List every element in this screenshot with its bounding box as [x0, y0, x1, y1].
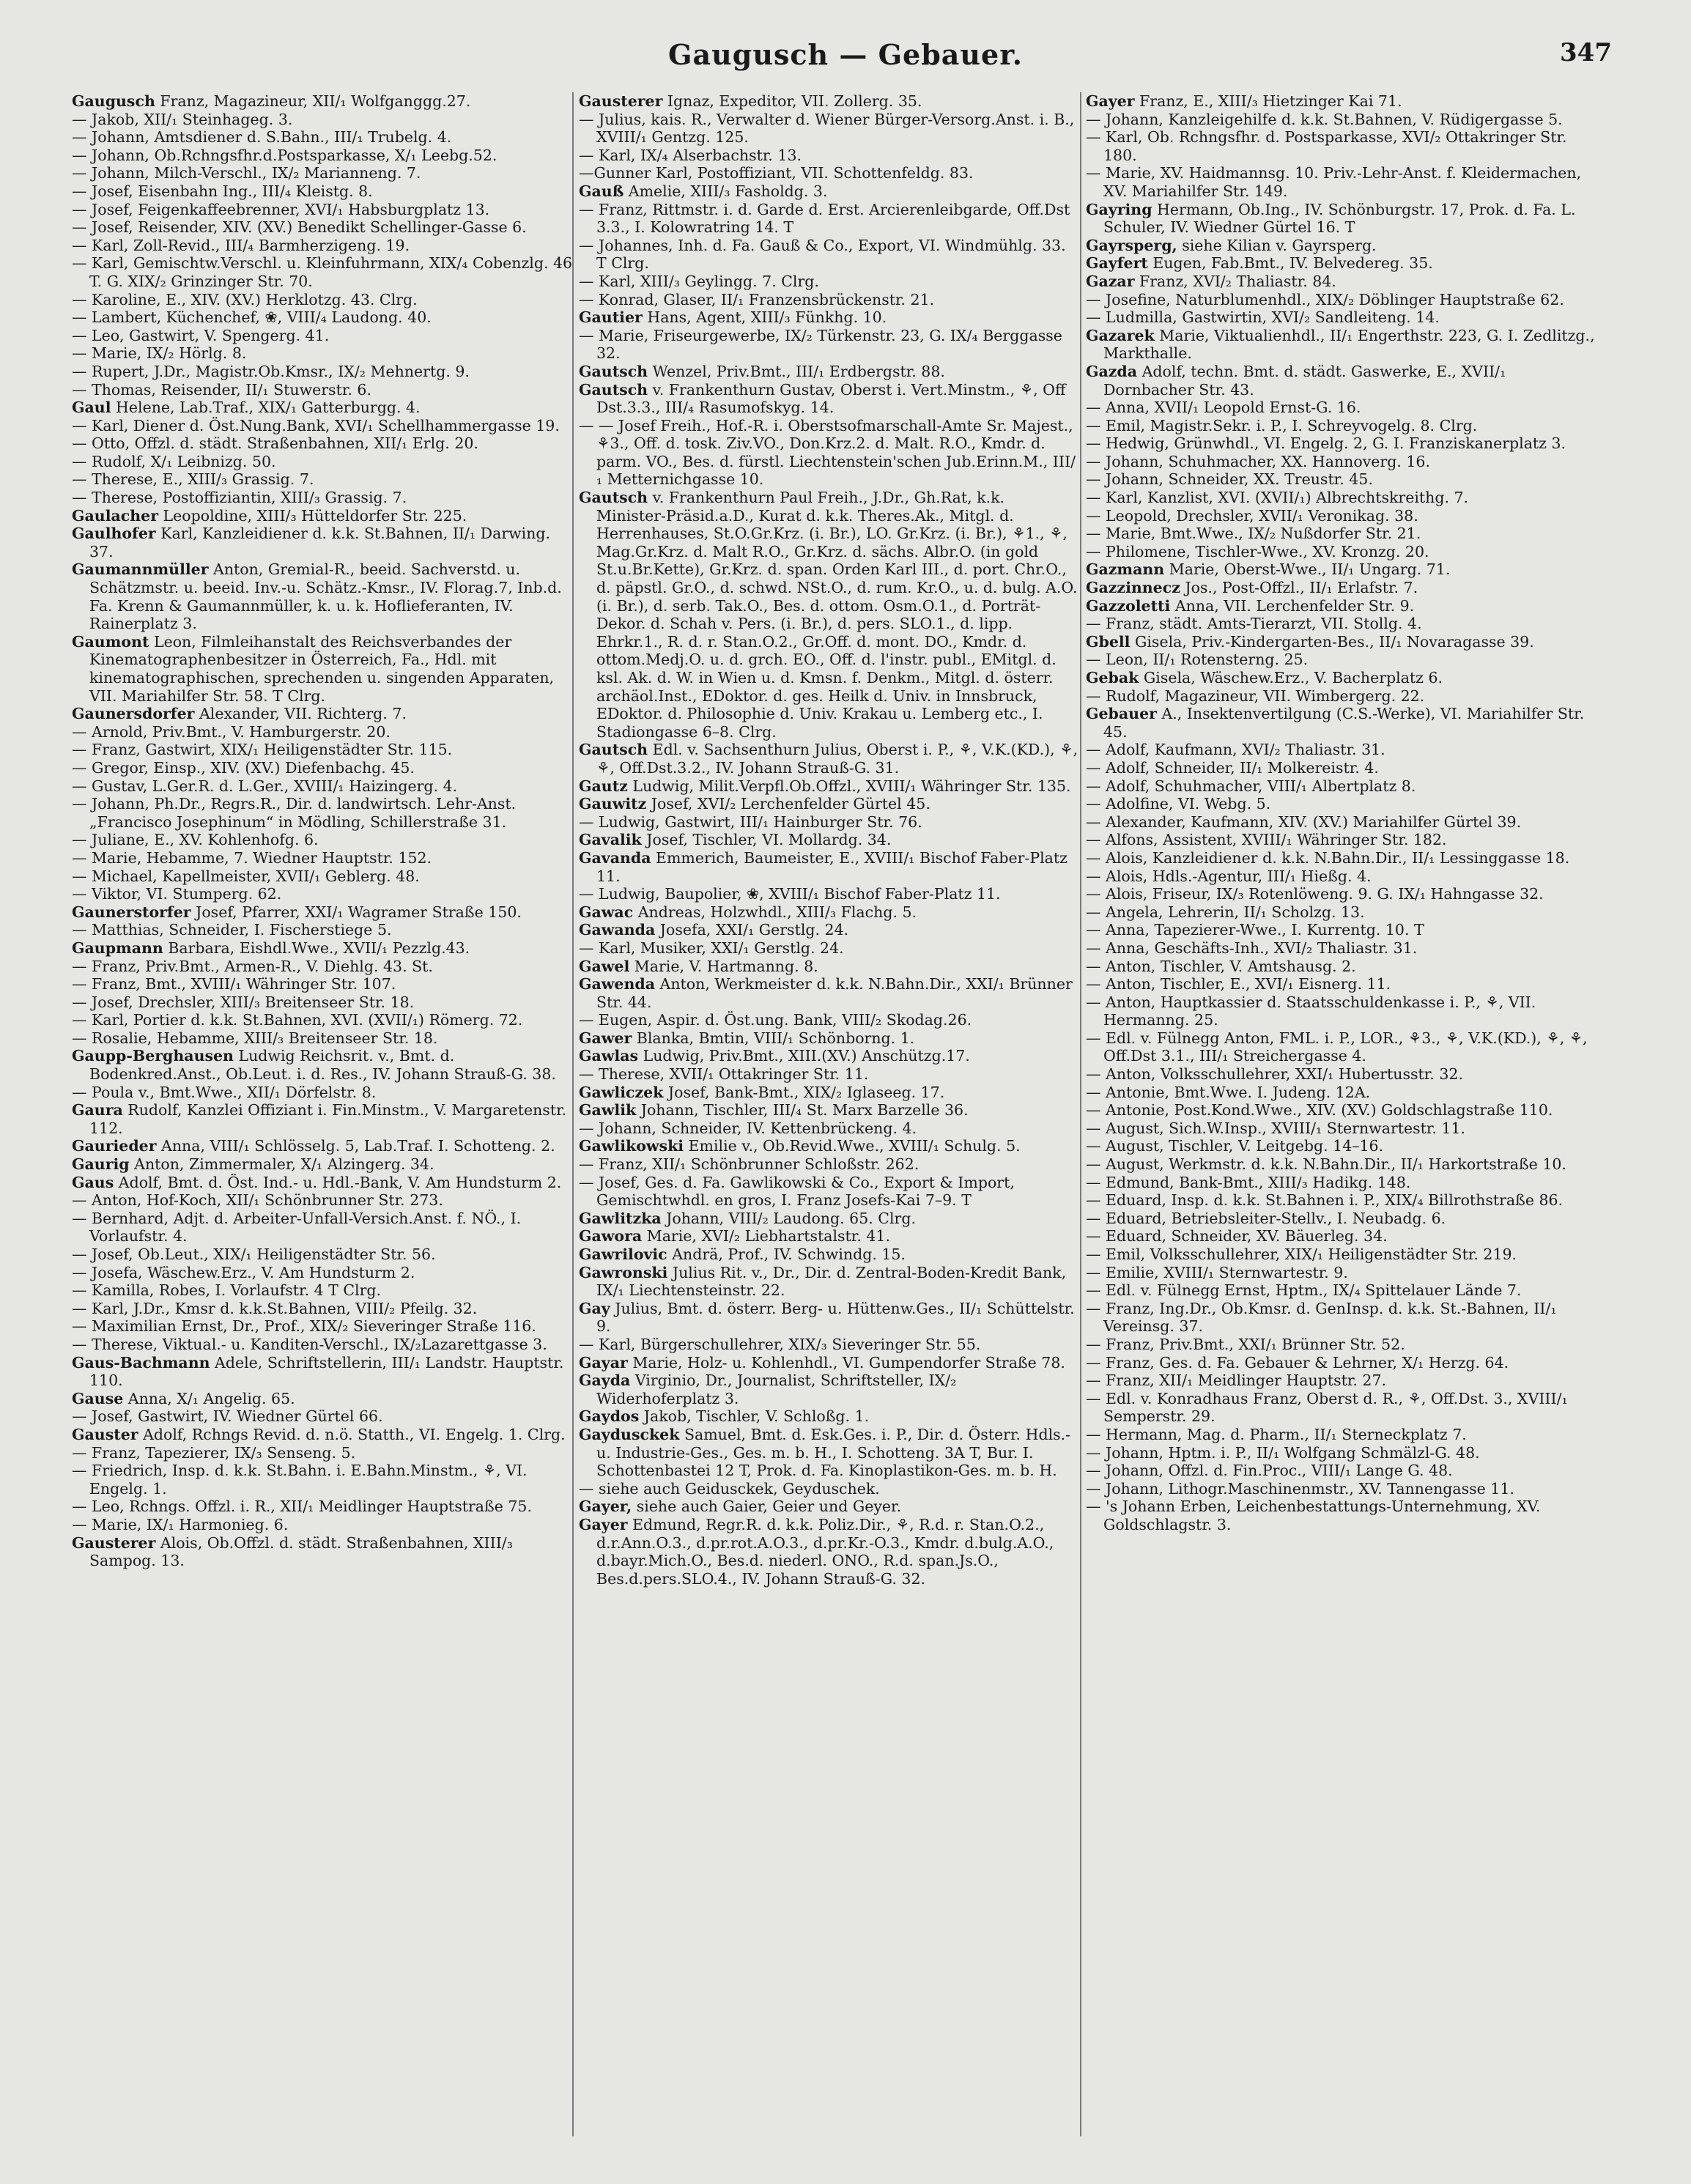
directory-entry: — Edl. v. Fülnegg Anton, FML. i. P., LOR., ⚘3., ⚘, V.K.(KD.), ⚘, ⚘, Off.Dst 3.1., III/₁ Streichergasse 4. — [1086, 1029, 1588, 1065]
entry-surname: Gautsch — [579, 489, 648, 507]
directory-entry: — Adolf, Kaufmann, XVI/₂ Thaliastr. 31. — [1086, 741, 1385, 759]
directory-entry: Gazar Franz, XVI/₂ Thaliastr. 84. — [1086, 272, 1336, 290]
entry-surname: Gazmann — [1086, 560, 1165, 579]
directory-entry: — Ludmilla, Gastwirtin, XVI/₂ Sandleiteng. 14. — [1086, 308, 1440, 327]
entry-surname: Gausterer — [72, 1533, 156, 1552]
directory-entry: — Adolf, Schuhmacher, VIII/₁ Albertplatz 8. — [1086, 777, 1416, 795]
entry-surname: Gaus — [72, 1173, 114, 1191]
directory-entry: — Karl, Kanzlist, XVI. (XVII/₁) Albrechtskreithg. 7. — [1086, 489, 1469, 507]
directory-entry: — Karl, Gemischtw.Verschl. u. Kleinfuhrmann, XIX/₄ Cobenzlg. 46 T. G. XIX/₂ Grinzinger Str. 70. — [72, 254, 573, 290]
directory-entry: — — Josef Freih., Hof.-R. i. Oberstsofmarschall-Amte Sr. Majest., ⚘3., Off. d. tosk. Ziv.VO., Don.Krz.2. d. Malt. R.O., Kmdr. d. parm. VO., Bes. d. fürstl. Liechtenstein'schen Jub.Erinn.M., III/₁ Metternichgasse 10. — [579, 416, 1076, 489]
entry-surname: Gawora — [579, 1227, 643, 1245]
directory-entry: — Arnold, Priv.Bmt., V. Hamburgerstr. 20. — [72, 722, 391, 741]
directory-entry: Gausterer Ignaz, Expeditor, VII. Zollerg. 35. — [579, 92, 922, 110]
directory-entry: — Johann, Lithogr.Maschinenmstr., XV. Tannengasse 11. — [1086, 1479, 1514, 1498]
directory-entry: — Johann, Offzl. d. Fin.Proc., VIII/₁ Lange G. 48. — [1086, 1462, 1453, 1480]
directory-entry: — Gustav, L.Ger.R. d. L.Ger., XVIII/₁ Haizingerg. 4. — [72, 777, 458, 795]
directory-entry: — Anton, Tischler, V. Amtshausg. 2. — [1086, 957, 1356, 975]
entry-surname: Gawer — [579, 1029, 632, 1047]
directory-entry: Gaumannmüller Anton, Gremial-R., beeid. Sachverstd. u. Schätzmstr. u. beeid. Inv.-u. Schätz.-Kmsr., IV. Florag.7, Inb.d. Fa. Krenn & Gaumannmüller, k. u. k. Hoflieferanten, IV. Rainerplatz 3. — [72, 560, 562, 633]
directory-entry: Gawora Marie, XVI/₂ Liebhartstalstr. 41. — [579, 1227, 890, 1245]
directory-entry: — Karl, Ob. Rchngsfhr. d. Postsparkasse, XVI/₂ Ottakringer Str. 180. — [1086, 128, 1567, 164]
entry-surname: Gaumont — [72, 632, 149, 651]
entry-surname: Gazar — [1086, 272, 1135, 290]
directory-entry: Gayrsperg, siehe Kilian v. Gayrsperg. — [1086, 236, 1377, 254]
entry-surname: Gawel — [579, 957, 630, 975]
directory-entry: Gawanda Josefa, XXI/₁ Gerstlg. 24. — [579, 921, 849, 939]
column-right — [1086, 92, 1599, 2136]
directory-entry: — Marie, Bmt.Wwe., IX/₂ Nußdorfer Str. 21. — [1086, 525, 1421, 543]
directory-entry: — Konrad, Glaser, II/₁ Franzensbrückenstr. 21. — [579, 290, 935, 308]
directory-entry: — Josef, Reisender, XIV. (XV.) Benedikt Schellinger-Gasse 6. — [72, 218, 527, 237]
directory-entry: Gawliczek Josef, Bank-Bmt., XIX/₂ Iglaseeg. 17. — [579, 1083, 945, 1101]
entry-surname: Gaupp-Berghausen — [72, 1047, 234, 1065]
directory-entry: — Antonie, Post.Kond.Wwe., XIV. (XV.) Goldschlagstraße 110. — [1086, 1101, 1553, 1119]
directory-entry: Gayar Marie, Holz- u. Kohlenhdl., VI. Gumpendorfer Straße 78. — [579, 1353, 1065, 1372]
directory-entry: — Josef, Gastwirt, IV. Wiedner Gürtel 66. — [72, 1407, 383, 1426]
entry-surname: Gauster — [72, 1425, 138, 1443]
directory-entry: Gayda Virginio, Dr., Journalist, Schriftsteller, IX/₂ Widerhoferplatz 3. — [579, 1372, 957, 1407]
directory-entry: Gausterer Alois, Ob.Offzl. d. städt. Straßenbahnen, XIII/₃ Sampog. 13. — [72, 1533, 513, 1570]
directory-entry: — Philomene, Tischler-Wwe., XV. Kronzg. 20. — [1086, 542, 1429, 560]
column-divider — [1080, 92, 1081, 2136]
directory-entry: — Edmund, Bank-Bmt., XIII/₃ Hadikg. 148. — [1086, 1173, 1411, 1191]
directory-entry: — Emilie, XVIII/₁ Sternwartestr. 9. — [1086, 1263, 1348, 1281]
entry-surname: Gaydusckek — [579, 1425, 680, 1443]
column-left — [72, 92, 577, 2136]
entry-surname: Gautier — [579, 308, 643, 327]
directory-entry: — Johann, Ph.Dr., Regrs.R., Dir. d. landwirtsch. Lehr-Anst. „Francisco Josephinum“ in Mödling, Schillerstraße 31. — [72, 795, 517, 831]
entry-surname: Gaupmann — [72, 939, 163, 957]
entry-surname: Gawlikowski — [579, 1137, 684, 1155]
directory-entry: — Marie, IX/₂ Hörlg. 8. — [72, 344, 247, 363]
directory-entry: Gavalik Josef, Tischler, VI. Mollardg. 34. — [579, 831, 892, 849]
directory-entry: Gaunersdorfer Alexander, VII. Richterg. 7. — [72, 705, 407, 723]
directory-entry: — Alexander, Kaufmann, XIV. (XV.) Mariahilfer Gürtel 39. — [1086, 812, 1522, 831]
directory-entry: Gazmann Marie, Oberst-Wwe., II/₁ Ungarg. 71. — [1086, 560, 1451, 579]
entry-surname: Gbell — [1086, 632, 1131, 651]
directory-entry: Gaupmann Barbara, Eishdl.Wwe., XVII/₁ Pezzlg.43. — [72, 939, 470, 957]
directory-entry: — Johann, Milch-Verschl., IX/₂ Marianneng. 7. — [72, 164, 421, 182]
directory-entry: — 's Johann Erben, Leichenbestattungs-Unternehmung, XV. Goldschlagstr. 3. — [1086, 1498, 1541, 1533]
entry-surname: Gawanda — [579, 921, 656, 939]
directory-entry: — Franz, städt. Amts-Tierarzt, VII. Stollg. 4. — [1086, 615, 1422, 633]
directory-entry: — Franz, Priv.Bmt., Armen-R., V. Diehlg. 43. St. — [72, 957, 433, 975]
entry-surname: Gawliczek — [579, 1083, 664, 1101]
directory-entry: Gawlikowski Emilie v., Ob.Revid.Wwe., XVIII/₁ Schulg. 5. — [579, 1137, 1021, 1155]
directory-entry: — Franz, Priv.Bmt., XXI/₁ Brünner Str. 52. — [1086, 1335, 1405, 1353]
directory-entry: — Johannes, Inh. d. Fa. Gauß & Co., Export, VI. Windmühlg. 33. T Clrg. — [579, 236, 1066, 273]
directory-entry: Gaunerstorfer Josef, Pfarrer, XXI/₁ Wagramer Straße 150. — [72, 903, 522, 921]
directory-entry: — Josefine, Naturblumenhdl., XIX/₂ Döblinger Hauptstraße 62. — [1086, 290, 1564, 308]
directory-entry: — Therese, Viktual.- u. Kanditen-Verschl., IX/₂Lazarettgasse 3. — [72, 1335, 547, 1353]
directory-entry: Gawronski Julius Rit. v., Dr., Dir. d. Zentral-Boden-Kredit Bank, IX/₁ Liechtensteinstr. 22. — [579, 1263, 1067, 1300]
entry-surname: Gayer, — [579, 1498, 632, 1516]
directory-entry: Gaupp-Berghausen Ludwig Reichsrit. v., Bmt. d. Bodenkred.Anst., Ob.Leut. i. d. Res., IV. Johann Strauß-G. 38. — [72, 1047, 556, 1084]
directory-entry: — Eugen, Aspir. d. Öst.ung. Bank, VIII/₂ Skodag.26. — [579, 1011, 972, 1029]
directory-entry: Gautz Ludwig, Milit.Verpfl.Ob.Offzl., XVIII/₁ Währinger Str. 135. — [579, 777, 1071, 795]
directory-entry: — Karl, J.Dr., Kmsr d. k.k.St.Bahnen, VIII/₂ Pfeilg. 32. — [72, 1299, 478, 1317]
directory-entry: — Alois, Friseur, IX/₃ Rotenlöweng. 9. G. IX/₁ Hahngasse 32. — [1086, 885, 1544, 903]
directory-entry: Gautsch Wenzel, Priv.Bmt., III/₁ Erdbergstr. 88. — [579, 362, 945, 380]
directory-entry: — Emil, Magistr.Sekr. i. P., I. Schreyvogelg. 8. Clrg. — [1086, 416, 1478, 434]
directory-entry: — Friedrich, Insp. d. k.k. St.Bahn. i. E.Bahn.Minstm., ⚘, VI. Engelg. 1. — [72, 1462, 528, 1498]
directory-entry: Gbell Gisela, Priv.-Kindergarten-Bes., II/₁ Novaragasse 39. — [1086, 632, 1534, 651]
directory-entry: Gawac Andreas, Holzwhdl., XIII/₃ Flachg. 5. — [579, 903, 917, 921]
directory-entry: — Emil, Volksschullehrer, XIX/₁ Heiligenstädter Str. 219. — [1086, 1245, 1517, 1263]
entry-surname: Gayer — [579, 1515, 628, 1533]
directory-entry: Gause Anna, X/₁ Angelig. 65. — [72, 1389, 295, 1407]
entry-surname: Gaumannmüller — [72, 560, 209, 579]
directory-entry: — Alois, Hdls.-Agentur, III/₁ Hießg. 4. — [1086, 867, 1372, 885]
directory-entry: — Eduard, Insp. d. k.k. St.Bahnen i. P., XIX/₄ Billrothstraße 86. — [1086, 1191, 1564, 1210]
entry-surname: Gaul — [72, 399, 111, 417]
directory-entry: — Anna, Geschäfts-Inh., XVI/₂ Thaliastr. 31. — [1086, 939, 1418, 957]
directory-entry: Gazzinnecz Jos., Post-Offzl., II/₁ Erlafstr. 7. — [1086, 579, 1418, 597]
directory-entry: Gayring Hermann, Ob.Ing., IV. Schönburgstr. 17, Prok. d. Fa. L. Schuler, IV. Wiedner Gürtel 16. T — [1086, 200, 1576, 237]
directory-entry: Gaurig Anton, Zimmermaler, X/₁ Alzingerg. 34. — [72, 1155, 434, 1174]
directory-entry: — Therese, E., XIII/₃ Grassig. 7. — [72, 470, 314, 489]
entry-surname: Gawrilovic — [579, 1245, 667, 1263]
directory-entry: Gautier Hans, Agent, XIII/₃ Fünkhg. 10. — [579, 308, 887, 327]
entry-surname: Gaunerstorfer — [72, 903, 191, 921]
directory-entry: — Johann, Amtsdiener d. S.Bahn., III/₁ Trubelg. 4. — [72, 128, 452, 147]
directory-entry: — August, Werkmstr. d. k.k. N.Bahn.Dir., II/₁ Harkortstraße 10. — [1086, 1155, 1566, 1174]
directory-entry: — Leo, Rchngs. Offzl. i. R., XII/₁ Meidlinger Hauptstraße 75. — [72, 1498, 532, 1516]
directory-entry: — Adolfine, VI. Webg. 5. — [1086, 795, 1271, 813]
directory-entry: — Franz, Gastwirt, XIX/₁ Heiligenstädter Str. 115. — [72, 741, 453, 759]
entry-surname: Gautsch — [579, 741, 648, 759]
directory-entry: Gauß Amelie, XIII/₃ Fasholdg. 3. — [579, 182, 828, 200]
directory-entry: — Therese, XVII/₁ Ottakringer Str. 11. — [579, 1065, 869, 1084]
directory-entry: — Anton, Tischler, E., XVI/₁ Eisnerg. 11. — [1086, 975, 1391, 993]
directory-entry: Gawlas Ludwig, Priv.Bmt., XIII.(XV.) Anschützg.17. — [579, 1047, 970, 1065]
entry-surname: Gayring — [1086, 200, 1152, 218]
entry-surname: Gebauer — [1086, 705, 1157, 723]
directory-entry: — Maximilian Ernst, Dr., Prof., XIX/₂ Sieveringer Straße 116. — [72, 1317, 536, 1336]
directory-entry: — Juliane, E., XV. Kohlenhofg. 6. — [72, 831, 319, 849]
directory-entry: — Johann, Ob.Rchngsfhr.d.Postsparkasse, X/₁ Leebg.52. — [72, 146, 497, 164]
directory-entry: — Eduard, Betriebsleiter-Stellv., I. Neubadg. 6. — [1086, 1209, 1446, 1227]
directory-entry: — Jakob, XII/₁ Steinhageg. 3. — [72, 110, 293, 128]
column-middle — [579, 92, 1078, 2136]
directory-entry: — Karl, XIII/₃ Geylingg. 7. Clrg. — [579, 272, 819, 290]
directory-entry: Gavanda Emmerich, Baumeister, E., XVIII/₁ Bischof Faber-Platz 11. — [579, 848, 1067, 885]
directory-entry: — Josef, Ges. d. Fa. Gawlikowski & Co., Export & Import, Gemischtwhdl. en gros, I. Franz Josefs-Kai 7–9. T — [579, 1173, 1015, 1210]
entry-surname: Gawlas — [579, 1047, 639, 1065]
entry-surname: Gautsch — [579, 380, 648, 399]
directory-entry: — Leopold, Drechsler, XVII/₁ Veronikag. 38. — [1086, 506, 1418, 525]
page-number: 347 — [1560, 38, 1612, 67]
entry-surname: Gazzinnecz — [1086, 579, 1180, 597]
entry-surname: Gauß — [579, 182, 624, 200]
directory-entry: — Ludwig, Baupolier, ❀, XVIII/₁ Bischof Faber-Platz 11. — [579, 885, 1001, 903]
directory-entry: Gaura Rudolf, Kanzlei Offiziant i. Fin.Minstm., V. Margaretenstr. 112. — [72, 1101, 567, 1137]
directory-entry: — Karl, Diener d. Öst.Nung.Bank, XVI/₁ Schellhammergasse 19. — [72, 416, 560, 434]
directory-entry: Gautsch v. Frankenthurn Paul Freih., J.Dr., Gh.Rat, k.k. Minister-Präsid.a.D., Kurat d. k.k. Theres.Ak., Mitgl. d. Herrenhauses, St.O.Gr.Krz. (i. Br.), LO. Gr.Krz. (i. Br.), ⚘1., ⚘, Mag.Gr.Krz. d. Malt R.O., Gr.Krz. d. sächs. Albr.O. (in gold St.u.Br.Kette), Gr.Krz. d. span. Orden Karl III., d. port. Chr.O., d. päpstl. Gr.O., d. schwd. NSt.O., d. rum. Kr.O., u. d. bulg. A.O. (i. Br.), d. serb. Tak.O., Bes. d. ottom. Osm.O.1., d. Porträt-Dekor. d. Schah v. Pers. (i. Br.), d. pers. SLO.1., d. lipp. Ehrkr.1., R. d. r. Stan.O.2., Gr.Off. d. mont. DO., Kmdr. d. ottom.Medj.O. u. d. grch. EO., Off. d. l'instr. publ., EMitgl. d. ksl. Ak. d. W. in Wien u. d. Kmsn. f. Denkm., Mitgl. d. österr. archäol.Inst., EDoktor. d. ges. Heilk d. Univ. in Innsbruck, EDoktor. d. Philosophie d. Univ. Krakau u. Lemberg etc., I. Stadiongasse 6–8. Clrg. — [579, 489, 1078, 741]
directory-entry: — Alfons, Assistent, XVIII/₁ Währinger Str. 182. — [1086, 831, 1447, 849]
directory-entry: Gayer, siehe auch Gaier, Geier und Geyer. — [579, 1498, 902, 1516]
column-divider — [572, 92, 574, 2136]
directory-entry: — Johann, Schneider, IV. Kettenbrückeng. 4. — [579, 1119, 917, 1137]
directory-entry: — Ludwig, Gastwirt, III/₁ Hainburger Str. 76. — [579, 812, 922, 831]
directory-entry: — August, Sich.W.Insp., XVIII/₁ Sternwartestr. 11. — [1086, 1119, 1466, 1137]
directory-entry: — Rupert, J.Dr., Magistr.Ob.Kmsr., IX/₂ Mehnertg. 9. — [72, 362, 470, 380]
directory-entry: — Franz, XII/₁ Schönbrunner Schloßstr. 262. — [579, 1155, 919, 1174]
directory-entry: — Kamilla, Robes, I. Vorlaufstr. 4 T Clrg. — [72, 1281, 382, 1300]
directory-entry: — Karl, IX/₄ Alserbachstr. 13. — [579, 146, 802, 164]
directory-entry: Gawlik Johann, Tischler, III/₄ St. Marx Barzelle 36. — [579, 1101, 969, 1119]
directory-entry: Gaulhofer Karl, Kanzleidiener d. k.k. St.Bahnen, II/₁ Darwing. 37. — [72, 525, 551, 560]
directory-entry: — Rosalie, Hebamme, XIII/₃ Breitenseer Str. 18. — [72, 1029, 438, 1047]
entry-surname: Gaydos — [579, 1407, 640, 1426]
directory-entry: — Franz, Tapezierer, IX/₃ Senseng. 5. — [72, 1443, 356, 1462]
directory-entry: Gayer Edmund, Regr.R. d. k.k. Poliz.Dir., ⚘, R.d. r. Stan.O.2., d.r.Ann.O.3., d.pr.rot.A.O.3., d.pr.Kr.-O.3., Kmdr. d.bulg.A.O., d.bayr.Mich.O., Bes.d. niederl. ONO., R.d. span.Js.O., Bes.d.pers.SLO.4., IV. Johann Strauß-G. 32. — [579, 1515, 1054, 1588]
entry-surname: Gaugusch — [72, 92, 155, 110]
directory-entry: Gauster Adolf, Rchngs Revid. d. n.ö. Statth., VI. Engelg. 1. Clrg. — [72, 1425, 566, 1443]
entry-surname: Gautsch — [579, 362, 648, 380]
entry-surname: Gaus-Bachmann — [72, 1353, 210, 1372]
entry-surname: Gaura — [72, 1101, 123, 1119]
directory-entry: Gaydos Jakob, Tischler, V. Schloßg. 1. — [579, 1407, 870, 1426]
entry-surname: Gay — [579, 1299, 610, 1317]
directory-entry: — Marie, Hebamme, 7. Wiedner Hauptstr. 152. — [72, 848, 432, 867]
entry-surname: Gawlitzka — [579, 1209, 662, 1227]
directory-entry: — Anton, Volksschullehrer, XXI/₁ Hubertusstr. 32. — [1086, 1065, 1463, 1084]
directory-entry: — Anna, XVII/₁ Leopold Ernst-G. 16. — [1086, 399, 1361, 417]
entry-surname: Gayfert — [1086, 254, 1148, 273]
directory-entry: Gaydusckek Samuel, Bmt. d. Esk.Ges. i. P., Dir. d. Österr. Hdls.- u. Industrie-Ges., Ges. m. b. H., I. Schotteng. 3A T, Bur. I. Schottenbastei 12 T, Prok. d. Fa. Kinoplastikon-Ges. m. b. H. — [579, 1425, 1071, 1480]
entry-surname: Gazzoletti — [1086, 596, 1171, 615]
directory-entry: — Johann, Hptm. i. P., II/₁ Wolfgang Schmälzl-G. 48. — [1086, 1443, 1480, 1462]
directory-entry: Gaulacher Leopoldine, XIII/₃ Hütteldorfer Str. 225. — [72, 506, 467, 525]
directory-entry: — Anton, Hauptkassier d. Staatsschuldenkasse i. P., ⚘, VII. Hermanng. 25. — [1086, 993, 1536, 1029]
directory-entry: Gautsch v. Frankenthurn Gustav, Oberst i. Vert.Minstm., ⚘, Off Dst.3.3., III/₄ Rasumofskyg. 14. — [579, 380, 1066, 417]
directory-entry: — Alois, Kanzleidiener d. k.k. N.Bahn.Dir., II/₁ Lessinggasse 18. — [1086, 848, 1570, 867]
directory-entry: — Anton, Hof-Koch, XII/₁ Schönbrunner Str. 273. — [72, 1191, 443, 1210]
directory-entry: — Edl. v. Konradhaus Franz, Oberst d. R., ⚘, Off.Dst. 3., XVIII/₁ Semperstr. 29. — [1086, 1389, 1568, 1426]
entry-surname: Gayrsperg, — [1086, 236, 1177, 254]
directory-entry: — Marie, Friseurgewerbe, IX/₂ Türkenstr. 23, G. IX/₄ Berggasse 32. — [579, 326, 1062, 363]
directory-entry: Gaus Adolf, Bmt. d. Öst. Ind.- u. Hdl.-Bank, V. Am Hundsturm 2. — [72, 1173, 562, 1191]
directory-entry: Gaurieder Anna, VIII/₁ Schlösselg. 5, Lab.Traf. I. Schotteng. 2. — [72, 1137, 555, 1155]
directory-entry: — Hermann, Mag. d. Pharm., II/₁ Sterneckplatz 7. — [1086, 1425, 1467, 1443]
entry-surname: Gaulhofer — [72, 525, 156, 543]
directory-entry: Gaul Helene, Lab.Traf., XIX/₁ Gatterburgg. 4. — [72, 399, 421, 417]
directory-entry: — Rudolf, Magazineur, VII. Wimbergerg. 22. — [1086, 686, 1425, 705]
directory-entry: — Thomas, Reisender, II/₁ Stuwerstr. 6. — [72, 380, 371, 399]
directory-entry: — Hedwig, Grünwhdl., VI. Engelg. 2, G. I. Franziskanerplatz 3. — [1086, 434, 1566, 453]
directory-entry: — Josef, Ob.Leut., XIX/₁ Heiligenstädter Str. 56. — [72, 1245, 436, 1263]
entry-surname: Gaurig — [72, 1155, 130, 1174]
directory-entry: — Josef, Drechsler, XIII/₃ Breitenseer Str. 18. — [72, 993, 415, 1011]
entry-surname: Gavalik — [579, 831, 642, 849]
entry-surname: Gaunersdorfer — [72, 705, 195, 723]
directory-entry: — Marie, IX/₁ Harmonieg. 6. — [72, 1515, 289, 1533]
directory-entry: — Marie, XV. Haidmannsg. 10. Priv.-Lehr-Anst. f. Kleidermachen, XV. Mariahilfer Str. 149. — [1086, 164, 1582, 200]
directory-entry: Gayfert Eugen, Fab.Bmt., IV. Belvedereg. 35. — [1086, 254, 1433, 273]
entry-surname: Gavanda — [579, 848, 651, 867]
directory-entry: — Johann, Schuhmacher, XX. Hannoverg. 16. — [1086, 452, 1430, 470]
directory-entry: — Karl, Bürgerschullehrer, XIX/₃ Sieveringer Str. 55. — [579, 1335, 981, 1353]
entry-surname: Gawronski — [579, 1263, 668, 1281]
directory-entry: — Julius, kais. R., Verwalter d. Wiener Bürger-Versorg.Anst. i. B., XVIII/₁ Gentzg. 125. — [579, 110, 1075, 147]
entry-surname: Gawac — [579, 903, 634, 921]
directory-entry: — Rudolf, X/₁ Leibnizg. 50. — [72, 452, 276, 470]
directory-entry: — Adolf, Schneider, II/₁ Molkereistr. 4. — [1086, 758, 1379, 777]
directory-entry: — Anna, Tapezierer-Wwe., I. Kurrentg. 10. T — [1086, 921, 1424, 939]
entry-surname: Gazarek — [1086, 326, 1155, 344]
directory-entry: Gazzoletti Anna, VII. Lerchenfelder Str. 9. — [1086, 596, 1415, 615]
directory-entry: — Karoline, E., XIV. (XV.) Herklotzg. 43. Clrg. — [72, 290, 418, 308]
entry-surname: Gausterer — [579, 92, 663, 110]
directory-entry: — Viktor, VI. Stumperg. 62. — [72, 885, 282, 903]
directory-entry: — Franz, Rittmstr. i. d. Garde d. Erst. Arcierenleibgarde, Off.Dst 3.3., I. Kolowratring 14. T — [579, 200, 1070, 237]
directory-entry: — Karl, Zoll-Revid., III/₄ Barmherzigeng. 19. — [72, 236, 410, 254]
directory-entry: — Bernhard, Adjt. d. Arbeiter-Unfall-Versich.Anst. f. NÖ., I. Vorlaufstr. 4. — [72, 1209, 522, 1245]
directory-entry: — Josefa, Wäschew.Erz., V. Am Hundsturm 2. — [72, 1263, 415, 1281]
directory-entry: — Therese, Postoffiziantin, XIII/₃ Grassig. 7. — [72, 489, 407, 507]
directory-entry: — Johann, Kanzleigehilfe d. k.k. St.Bahnen, V. Rüdigergasse 5. — [1086, 110, 1563, 128]
directory-entry: Gazarek Marie, Viktualienhdl., II/₁ Engerthstr. 223, G. I. Zedlitzg., Markthalle. — [1086, 326, 1595, 363]
directory-entry: — Gregor, Einsp., XIV. (XV.) Diefenbachg. 45. — [72, 758, 415, 777]
directory-entry: — Antonie, Bmt.Wwe. I. Judeng. 12A. — [1086, 1083, 1371, 1101]
directory-entry: Gay Julius, Bmt. d. österr. Berg- u. Hüttenw.Ges., II/₁ Schüttelstr. 9. — [579, 1299, 1075, 1336]
page-header — [66, 38, 1625, 82]
directory-entry: — Poula v., Bmt.Wwe., XII/₁ Dörfelstr. 8. — [72, 1083, 377, 1101]
directory-entry: Gayer Franz, E., XIII/₃ Hietzinger Kai 71. — [1086, 92, 1402, 110]
directory-entry: — Karl, Portier d. k.k. St.Bahnen, XVI. (XVII/₁) Römerg. 72. — [72, 1011, 523, 1029]
directory-entry: — Matthias, Schneider, I. Fischerstiege 5. — [72, 921, 392, 939]
directory-entry: — Franz, Ges. d. Fa. Gebauer & Lehrner, X/₁ Herzg. 64. — [1086, 1353, 1509, 1372]
entry-surname: Gause — [72, 1389, 124, 1407]
directory-entry: — Franz, XII/₁ Meidlinger Hauptstr. 27. — [1086, 1372, 1387, 1390]
directory-entry: — Josef, Feigenkaffeebrenner, XVI/₁ Habsburgplatz 13. — [72, 200, 490, 218]
entry-surname: Gayda — [579, 1372, 631, 1390]
entry-surname: Gawenda — [579, 975, 656, 993]
directory-entry: Gautsch Edl. v. Sachsenthurn Julius, Oberst i. P., ⚘, V.K.(KD.), ⚘, ⚘, Off.Dst.3.2., IV. Johann Strauß-G. 31. — [579, 741, 1078, 777]
directory-entry: Gebak Gisela, Wäschew.Erz., V. Bacherplatz 6. — [1086, 669, 1443, 686]
directory-entry: Gazda Adolf, techn. Bmt. d. städt. Gaswerke, E., XVII/₁ Dornbacher Str. 43. — [1086, 362, 1506, 399]
directory-entry: — siehe auch Geidusckek, Geyduschek. — [579, 1479, 880, 1498]
directory-entry: — Eduard, Schneider, XV. Bäuerleg. 34. — [1086, 1227, 1388, 1245]
directory-entry: — Karl, Musiker, XXI/₁ Gerstlg. 24. — [579, 939, 844, 957]
directory-entry: — Leon, II/₁ Rotensterng. 25. — [1086, 651, 1309, 669]
directory-entry: — Leo, Gastwirt, V. Spengerg. 41. — [72, 326, 330, 344]
entry-surname: Gayer — [1086, 92, 1135, 110]
directory-entry: — Franz, Bmt., XVIII/₁ Währinger Str. 107. — [72, 975, 396, 993]
directory-entry: Gawel Marie, V. Hartmanng. 8. — [579, 957, 818, 975]
directory-entry: Gebauer A., Insektenvertilgung (C.S.-Werke), VI. Mariahilfer Str. 45. — [1086, 705, 1585, 741]
directory-entry: Gaugusch Franz, Magazineur, XII/₁ Wolfganggg.27. — [72, 92, 471, 110]
entry-surname: Gayar — [579, 1353, 628, 1372]
directory-entry: — Johann, Schneider, XX. Treustr. 45. — [1086, 470, 1373, 489]
directory-entry: —Gunner Karl, Postoffiziant, VII. Schottenfeldg. 83. — [579, 164, 974, 182]
entry-surname: Gaulacher — [72, 506, 158, 525]
directory-entry: — Edl. v. Fülnegg Ernst, Hptm., IX/₄ Spittelauer Lände 7. — [1086, 1281, 1522, 1300]
entry-surname: Gautz — [579, 777, 628, 795]
directory-entry: — August, Tischler, V. Leitgebg. 14–16. — [1086, 1137, 1384, 1155]
page-title: Gaugusch — Gebauer. — [668, 38, 1023, 71]
directory-entry: Gawer Blanka, Bmtin, VIII/₁ Schönborng. 1. — [579, 1029, 915, 1047]
entry-surname: Gaurieder — [72, 1137, 157, 1155]
directory-entry: Gauwitz Josef, XVI/₂ Lerchenfelder Gürtel 45. — [579, 795, 930, 813]
directory-entry: Gawlitzka Johann, VIII/₂ Laudong. 65. Clrg. — [579, 1209, 916, 1227]
directory-entry: Gaus-Bachmann Adele, Schriftstellerin, III/₁ Landstr. Hauptstr. 110. — [72, 1353, 564, 1390]
entry-surname: Gazda — [1086, 362, 1138, 380]
directory-entry: — Josef, Eisenbahn Ing., III/₄ Kleistg. 8. — [72, 182, 373, 200]
directory-entry: Gawenda Anton, Werkmeister d. k.k. N.Bahn.Dir., XXI/₁ Brünner Str. 44. — [579, 975, 1073, 1011]
directory-entry: — Otto, Offzl. d. städt. Straßenbahnen, XII/₁ Erlg. 20. — [72, 434, 478, 453]
directory-entry: — Angela, Lehrerin, II/₁ Scholzg. 13. — [1086, 903, 1365, 921]
directory-entry: Gaumont Leon, Filmleihanstalt des Reichsverbandes der Kinematographenbesitzer in Österreich, Fa., Hdl. mit kinematographischen, sprechenden u. singenden Apparaten, VII. Mariahilfer Str. 58. T Clrg. — [72, 632, 555, 705]
entry-surname: Gauwitz — [579, 795, 647, 813]
directory-entry: Gawrilovic Andrä, Prof., IV. Schwindg. 15. — [579, 1245, 906, 1263]
directory-entry: — Franz, Ing.Dr., Ob.Kmsr. d. GenInsp. d. k.k. St.-Bahnen, II/₁ Vereinsg. 37. — [1086, 1299, 1557, 1336]
directory-entry: — Lambert, Küchenchef, ❀, VIII/₄ Laudong. 40. — [72, 308, 432, 327]
entry-surname: Gebak — [1086, 669, 1139, 686]
directory-entry: — Michael, Kapellmeister, XVII/₁ Geblerg. 48. — [72, 867, 420, 885]
entry-surname: Gawlik — [579, 1101, 637, 1119]
